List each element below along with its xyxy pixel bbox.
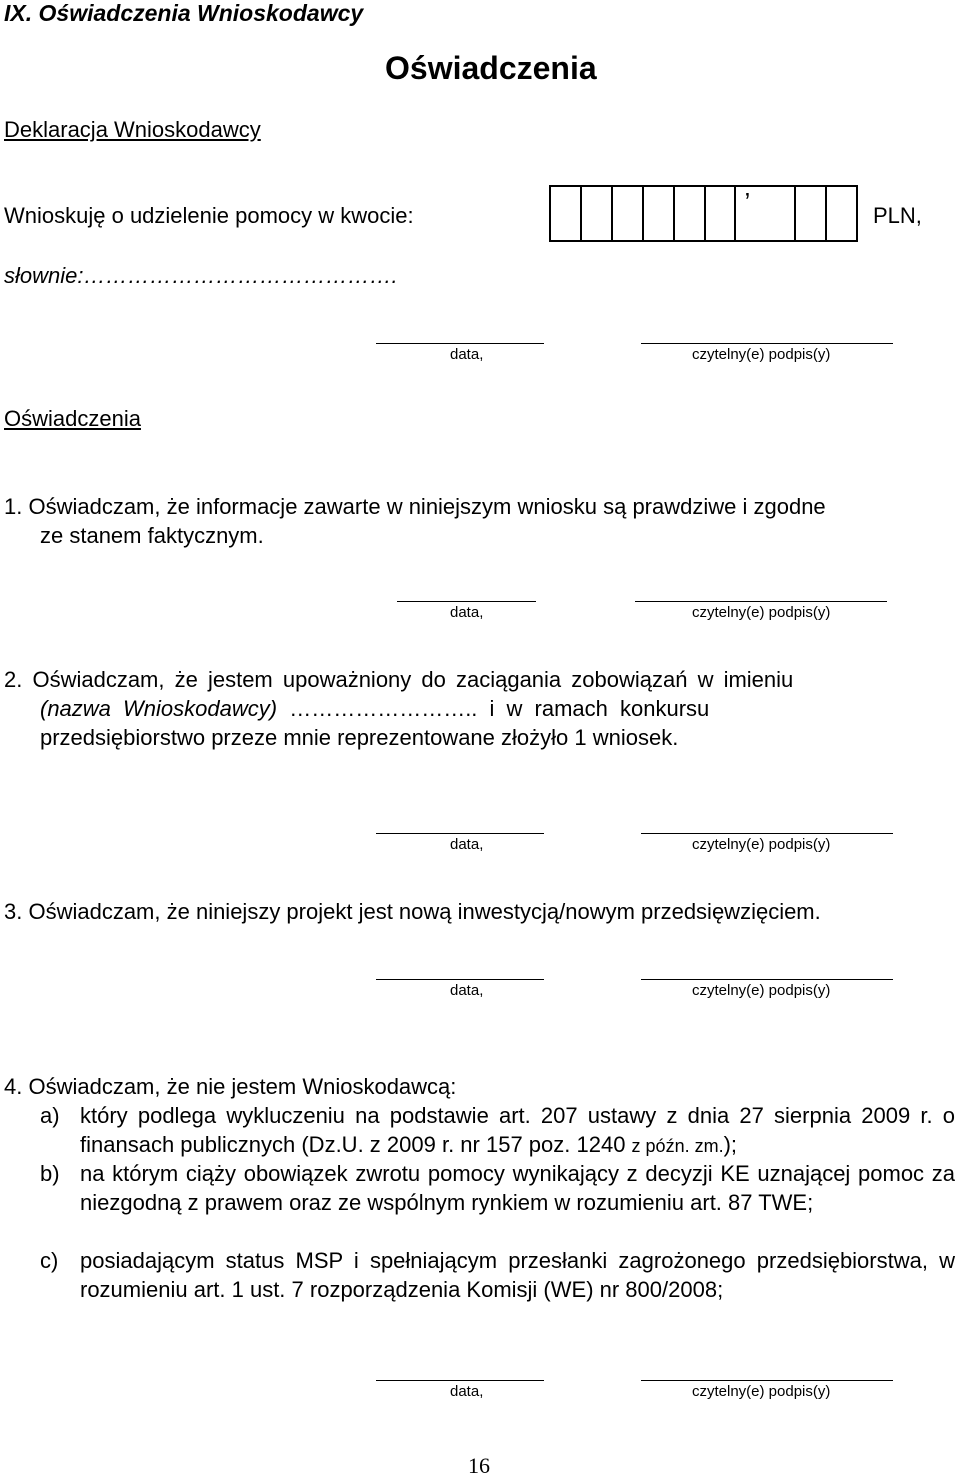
amount-label: Wnioskuję o udzielenie pomocy w kwocie: <box>4 203 414 228</box>
statement-4-line-1: 4. Oświadczam, że nie jestem Wnioskodawcą: <box>4 1074 457 1099</box>
amount-digit-cell[interactable] <box>613 187 644 240</box>
statement-4-item-c <box>40 1246 955 1304</box>
signature-line[interactable] <box>641 833 893 834</box>
amount-digit-cell[interactable] <box>827 187 856 240</box>
section-heading: IX. Oświadczenia Wnioskodawcy <box>4 0 364 26</box>
list-marker: c) <box>40 1248 59 1273</box>
list-marker: a) <box>40 1103 60 1128</box>
date-label: data, <box>450 604 484 621</box>
signature-line[interactable] <box>641 343 893 344</box>
applicant-name-hint: (nazwa Wnioskodawcy) <box>40 696 278 721</box>
date-label: data, <box>450 346 484 363</box>
signature-line[interactable] <box>641 979 893 980</box>
date-signature-line[interactable] <box>376 1380 544 1381</box>
list-item-text: na którym ciąży obowiązek zwrotu pomocy wynikający z decyzji KE uznającej pomoc za niezgodną z prawem oraz ze wspólnym rynkiem w rozumieniu art. 87 TWE; <box>80 1161 955 1215</box>
amount-digit-cell[interactable] <box>706 187 737 240</box>
statement-2-line-1: 2. Oświadczam, że jestem upoważniony do zaciągania zobowiązań w imieniu <box>4 667 794 692</box>
date-signature-line[interactable] <box>376 343 544 344</box>
statement-2-line-2 <box>40 696 709 722</box>
amount-digit-cell[interactable] <box>582 187 613 240</box>
statement-1-line-1: 1. Oświadczam, że informacje zawarte w niniejszym wniosku są prawdziwe i zgodne <box>4 494 826 519</box>
amount-in-words[interactable]: słownie:……………………………………. <box>4 263 398 288</box>
amount-digit-cell[interactable] <box>796 187 827 240</box>
date-label: data, <box>450 982 484 999</box>
list-item-text: posiadającym status MSP i spełniającym przesłanki zagrożonego przedsiębiorstwa, w rozumieniu art. 1 ust. 7 rozporządzenia Komisji (WE) nr 800/2008; <box>80 1248 955 1302</box>
amount-decimal-separator-cell <box>736 187 765 240</box>
list-item-text: który podlega wykluczeniu na podstawie art. 207 ustawy z dnia 27 sierpnia 2009 r. o finansach publicznych (Dz.U. z 2009 r. nr 157 poz. 1240 z późn. zm.); <box>80 1103 955 1157</box>
statement-4-item-b <box>40 1159 955 1217</box>
signature-label: czytelny(e) podpis(y) <box>692 1383 831 1400</box>
amount-digit-cell[interactable] <box>765 187 796 240</box>
amount-digit-cell[interactable] <box>644 187 675 240</box>
signature-label: czytelny(e) podpis(y) <box>692 982 831 999</box>
date-label: data, <box>450 1383 484 1400</box>
signature-label: czytelny(e) podpis(y) <box>692 346 831 363</box>
signature-label: czytelny(e) podpis(y) <box>692 604 831 621</box>
statement-1-line-2: ze stanem faktycznym. <box>40 523 264 548</box>
date-signature-line[interactable] <box>397 601 536 602</box>
page-title: Oświadczenia <box>385 50 597 86</box>
statements-heading: Oświadczenia <box>4 406 141 431</box>
declaration-heading: Deklaracja Wnioskodawcy <box>4 117 261 142</box>
date-label: data, <box>450 836 484 853</box>
amount-decimal-separator: ’ <box>744 187 751 217</box>
amount-digit-cell[interactable] <box>551 187 582 240</box>
statement-2-line-3: przedsiębiorstwo przeze mnie reprezentowane złożyło 1 wniosek. <box>40 725 679 750</box>
date-signature-line[interactable] <box>376 979 544 980</box>
signature-label: czytelny(e) podpis(y) <box>692 836 831 853</box>
amount-currency: PLN, <box>873 203 922 228</box>
amount-digit-boxes[interactable] <box>549 185 858 242</box>
statement-4-item-a <box>40 1101 955 1161</box>
signature-line[interactable] <box>641 1380 893 1381</box>
applicant-name-field[interactable]: …………………….. i w ramach konkursu <box>277 696 710 721</box>
statement-3-line-1: 3. Oświadczam, że niniejszy projekt jest nową inwestycją/nowym przedsięwzięciem. <box>4 899 821 924</box>
list-marker: b) <box>40 1161 60 1186</box>
amount-digit-cell[interactable] <box>675 187 706 240</box>
signature-line[interactable] <box>635 601 887 602</box>
page-number: 16 <box>468 1453 490 1478</box>
date-signature-line[interactable] <box>376 833 544 834</box>
